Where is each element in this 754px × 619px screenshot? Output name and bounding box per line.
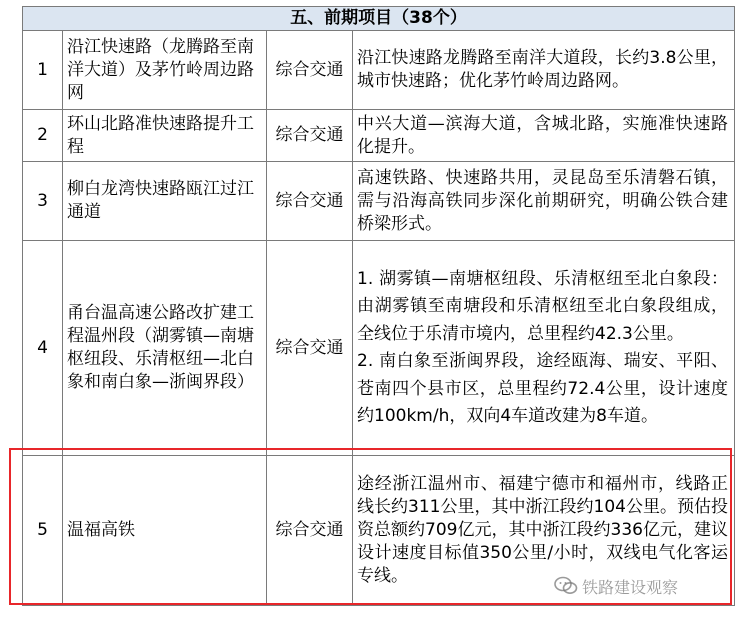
description-item: 1. 湖雾镇—南塘枢纽段、乐清枢纽至北白象段：由湖雾镇至南塘段和乐清枢纽至北白象段组成，全线位于乐清市境内，总里程约42.3公里。 [357,268,729,344]
project-name: 温福高铁 [63,456,267,606]
project-description [353,241,735,456]
table-row [23,110,735,162]
project-table [22,6,735,606]
row-number: 1 [23,31,63,110]
project-category: 综合交通 [267,456,353,606]
project-description: 高速铁路、快速路共用，灵昆岛至乐清磐石镇，需与沿海高铁同步深化前期研究，明确公铁合建桥梁形式。 [353,162,735,241]
row-number: 3 [23,162,63,241]
watermark-text: 铁路建设观察 [582,577,679,597]
project-category: 综合交通 [267,31,353,110]
project-description: 沿江快速路龙腾路至南洋大道段，长约3.8公里，城市快速路；优化茅竹岭周边路网。 [353,31,735,110]
row-number: 5 [23,456,63,606]
project-description: 途经浙江温州市、福建宁德市和福州市，线路正线长约311公里，其中浙江段约104公里。预估投资总额约709亿元，其中浙江段约336亿元，建议设计速度目标值350公里/小时，双线电气化客运专线。 [353,456,735,606]
description-item: 2. 南白象至浙闽界段，途经瓯海、瑞安、平阳、苍南四个县市区，总里程约72.4公里，设计速度约100km/h，双向4车道改建为8车道。 [357,351,729,426]
project-name: 柳白龙湾快速路瓯江过江通道 [63,162,267,241]
table-title-row [23,7,735,31]
table-row-highlighted [23,456,735,606]
project-name: 甬台温高速公路改扩建工程温州段（湖雾镇—南塘枢纽段、乐清枢纽—北白象和南白象—浙闽界段） [63,241,267,456]
table-row [23,31,735,110]
project-category: 综合交通 [267,162,353,241]
project-category: 综合交通 [267,110,353,162]
project-description: 中兴大道—滨海大道，含城北路，实施准快速路化提升。 [353,110,735,162]
row-number: 4 [23,241,63,456]
project-name: 环山北路准快速路提升工程 [63,110,267,162]
row-number: 2 [23,110,63,162]
project-name: 沿江快速路（龙腾路至南洋大道）及茅竹岭周边路网 [63,31,267,110]
table-row [23,241,735,456]
table-row [23,162,735,241]
project-category: 综合交通 [267,241,353,456]
table-title: 五、前期项目（38个） [23,7,735,31]
